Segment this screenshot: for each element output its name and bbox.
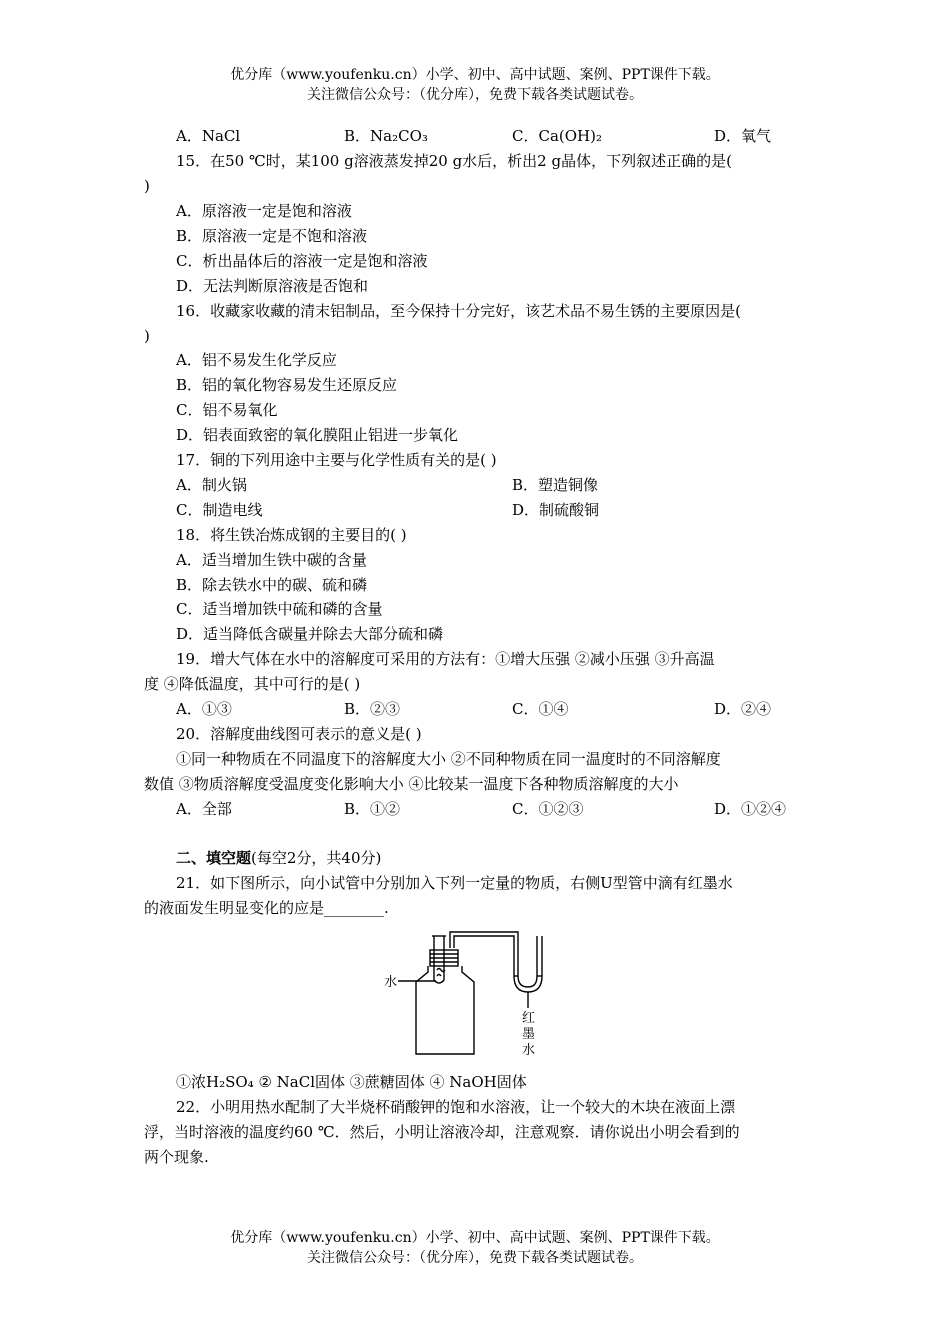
q14-option-c: C．Ca(OH)₂	[512, 127, 602, 145]
q17-option-c: C．制造电线	[176, 501, 263, 519]
q18-stem: 18．将生铁冶炼成钢的主要目的( )	[176, 526, 407, 544]
label-water: 水	[384, 975, 398, 990]
q19-option-d: D．②④	[714, 700, 772, 718]
q19-option-a: A．①③	[176, 700, 232, 718]
q18-option-c: C．适当增加铁中硫和磷的含量	[176, 600, 383, 618]
q19-option-b: B．②③	[344, 700, 401, 718]
q19-option-c: C．①④	[512, 700, 569, 718]
q20-option-d: D．①②④	[714, 800, 787, 818]
q16-stem: 16．收藏家收藏的清末铝制品，至今保持十分完好，该艺术品不易生锈的主要原因是(	[176, 302, 741, 320]
header-line-2: 关注微信公众号：（优分库），免费下载各类试题试卷。	[307, 87, 643, 103]
q15-option-d: D．无法判断原溶液是否饱和	[176, 277, 369, 295]
q17-option-a: A．制火锅	[176, 476, 247, 494]
q21-stem-cont: 的液面发生明显变化的应是________.	[144, 899, 389, 917]
label-ink-1: 红	[522, 1011, 536, 1026]
q19-stem: 19．增大气体在水中的溶解度可采用的方法有：①增大压强 ②减小压强 ③升高温	[176, 650, 715, 668]
q20-option-a: A．全部	[176, 800, 232, 818]
q15-option-a: A．原溶液一定是饱和溶液	[176, 202, 352, 220]
label-ink-3: 水	[522, 1043, 536, 1058]
header-line-1: 优分库（www.youfenku.cn）小学、初中、高中试题、案例、PPT课件下载。	[230, 67, 720, 83]
q18-option-a: A．适当增加生铁中碳的含量	[176, 551, 367, 569]
q15-option-b: B．原溶液一定是不饱和溶液	[176, 227, 368, 245]
q14-option-b: B．Na₂CO₃	[344, 127, 428, 145]
q20-body-cont: 数值 ③物质溶解度受温度变化影响大小 ④比较某一温度下各种物质溶解度的大小	[144, 775, 679, 793]
q16-option-b: B．铝的氧化物容易发生还原反应	[176, 376, 398, 394]
footer-line-1: 优分库（www.youfenku.cn）小学、初中、高中试题、案例、PPT课件下载。	[230, 1230, 720, 1246]
q15-stem: 15．在50 ℃时，某100 g溶液蒸发掉20 g水后，析出2 g晶体，下列叙述正确的是(	[176, 152, 732, 170]
section-title: 二、填空题	[176, 849, 252, 867]
q17-stem: 17．铜的下列用途中主要与化学性质有关的是( )	[176, 451, 497, 469]
q14-option-a: A．NaCl	[176, 127, 241, 145]
section-note: (每空2分，共40分)	[251, 849, 382, 867]
q15-option-c: C．析出晶体后的溶液一定是饱和溶液	[176, 252, 428, 270]
q20-option-b: B．①②	[344, 800, 401, 818]
q22-line-1: 22．小明用热水配制了大半烧杯硝酸钾的饱和水溶液，让一个较大的木块在液面上漂	[176, 1098, 736, 1116]
section-heading	[176, 847, 381, 869]
q18-option-d: D．适当降低含碳量并除去大部分硫和磷	[176, 625, 444, 643]
q16-option-c: C．铝不易氧化	[176, 401, 278, 419]
q20-stem: 20．溶解度曲线图可表示的意义是( )	[176, 725, 422, 743]
q21-choices: ①浓H₂SO₄ ② NaCl固体 ③蔗糖固体 ④ NaOH固体	[176, 1073, 527, 1091]
q16-stem-end: )	[144, 327, 150, 345]
q14-option-d: D．氧气	[714, 127, 772, 145]
q15-stem-end: )	[144, 177, 150, 195]
q19-stem-cont: 度 ④降低温度，其中可行的是( )	[144, 675, 361, 693]
q22-line-2: 浮，当时溶液的温度约60 ℃．然后，小明让溶液冷却，注意观察．请你说出小明会看到的	[144, 1123, 740, 1141]
q20-body: ①同一种物质在不同温度下的溶解度大小 ②不同种物质在同一温度时的不同溶解度	[176, 750, 721, 768]
q18-option-b: B．除去铁水中的碳、硫和磷	[176, 576, 368, 594]
apparatus-diagram	[376, 926, 576, 1066]
q16-option-d: D．铝表面致密的氧化膜阻止铝进一步氧化	[176, 426, 459, 444]
q21-stem: 21．如下图所示，向小试管中分别加入下列一定量的物质，右侧U型管中滴有红墨水	[176, 874, 733, 892]
q20-option-c: C．①②③	[512, 800, 584, 818]
q17-option-b: B．塑造铜像	[512, 476, 599, 494]
label-ink-2: 墨	[522, 1027, 536, 1042]
q22-line-3: 两个现象.	[144, 1148, 209, 1166]
q16-option-a: A．铝不易发生化学反应	[176, 351, 337, 369]
footer-line-2: 关注微信公众号：（优分库），免费下载各类试题试卷。	[307, 1250, 643, 1266]
q17-option-d: D．制硫酸铜	[512, 501, 600, 519]
